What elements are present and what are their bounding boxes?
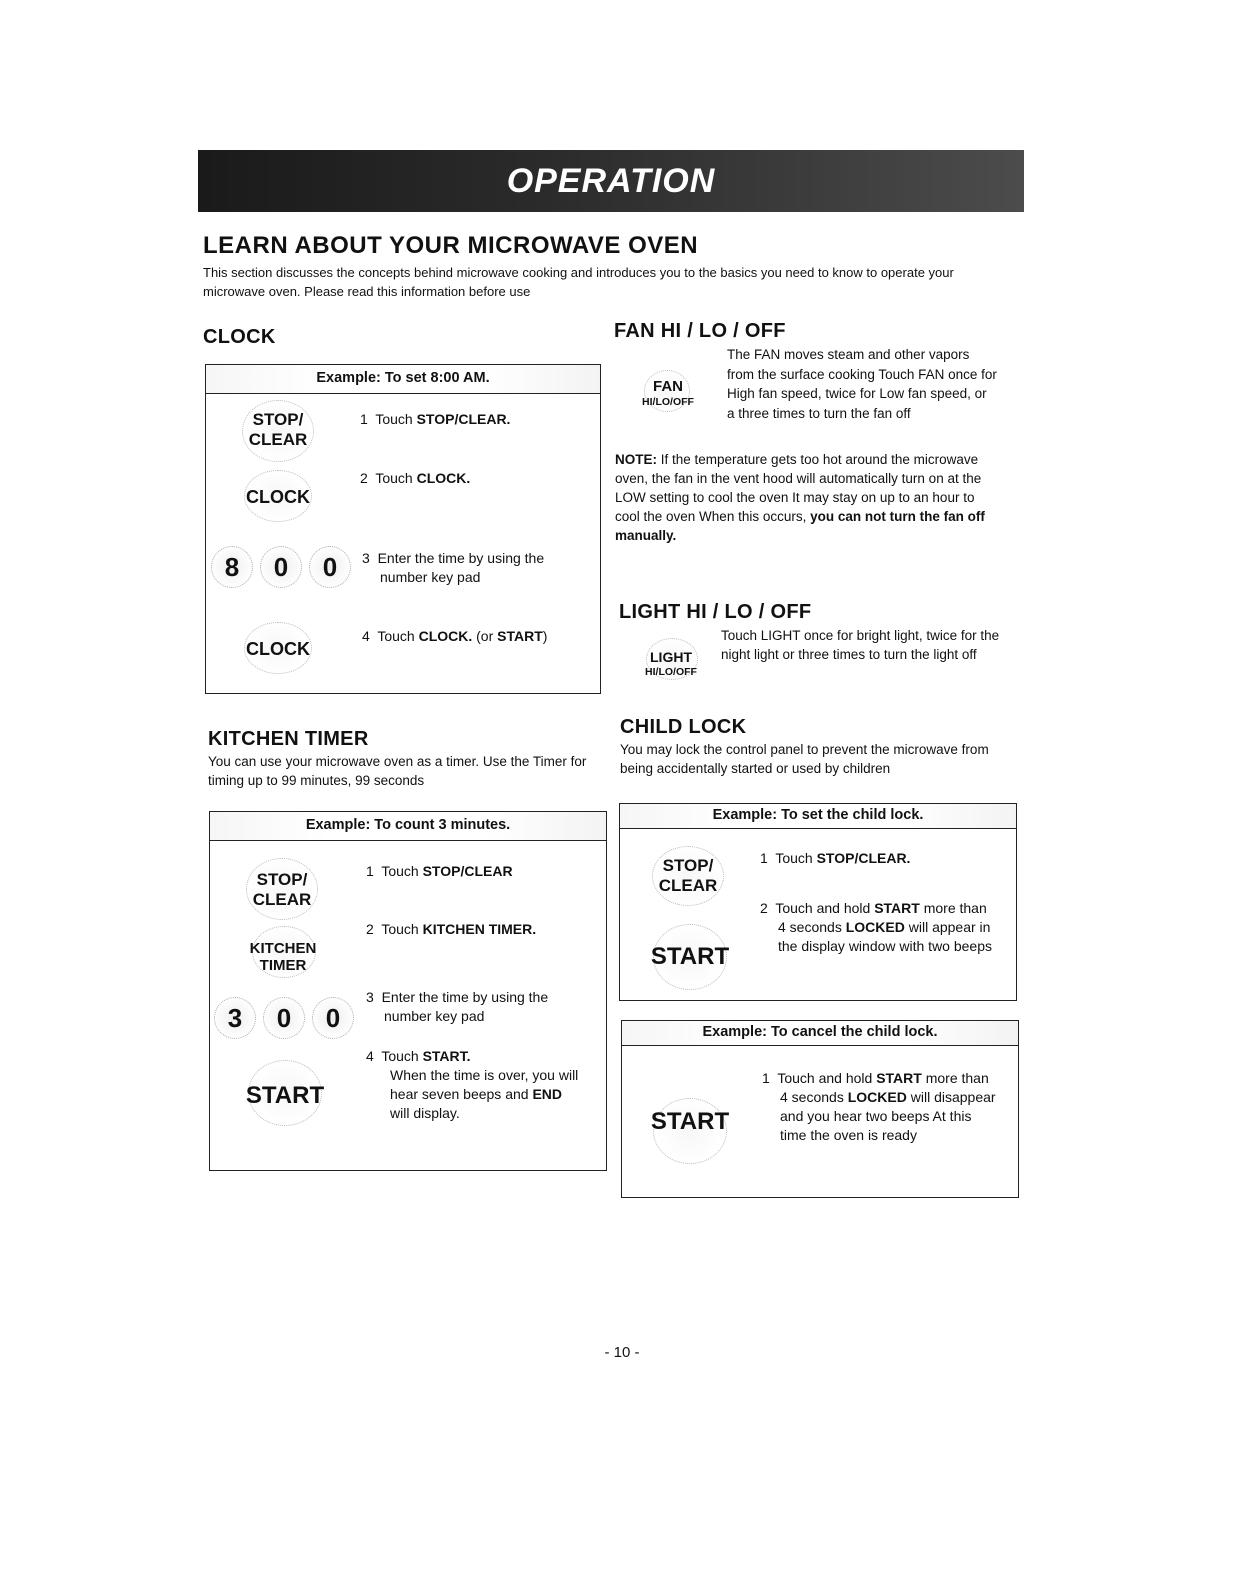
timer-heading: KITCHEN TIMER	[208, 728, 369, 750]
page-number: - 10 -	[604, 1344, 640, 1361]
fan-key-label: FAN	[653, 378, 683, 395]
light-key-label: LIGHT	[650, 649, 692, 665]
digit-0-key-icon: 0	[312, 997, 354, 1039]
clock-step-3: 3 Enter the time by using the number key pad	[362, 550, 545, 585]
fan-heading: FAN HI / LO / OFF	[614, 320, 786, 342]
child-lock-set-title: Example: To set the child lock.	[620, 804, 1016, 829]
page-title: LEARN ABOUT YOUR MICROWAVE OVEN	[203, 232, 699, 259]
fan-key-icon	[618, 370, 718, 414]
child-lock-set-step-1: 1 Touch STOP/CLEAR.	[760, 850, 911, 866]
start-key-label: START	[650, 943, 730, 970]
digit-0-key-icon: 0	[260, 546, 302, 588]
start-key-icon	[645, 1098, 735, 1162]
timer-step-1: 1 Touch STOP/CLEAR	[366, 863, 513, 879]
child-lock-cancel-title: Example: To cancel the child lock.	[622, 1021, 1018, 1046]
fan-note: NOTE: If the temperature gets too hot around the microwave oven, the fan in the vent hood will automatically turn on at the LOW setting to cool the oven It may stay on up to an hour to cool the oven When this occurs, you can not turn the fan off manually.	[615, 452, 985, 543]
clock-example-title: Example: To set 8:00 AM.	[206, 365, 600, 394]
timer-step-4: 4 Touch START. When the time is over, you will hear seven beeps and END will display.	[366, 1048, 579, 1121]
light-key-sub: HI/LO/OFF	[645, 666, 697, 678]
clock-key-label: CLOCK	[246, 487, 310, 507]
timer-key-label: TIMER	[259, 957, 307, 974]
clear-key-label: CLEAR	[252, 890, 312, 909]
digit-3-key-icon: 3	[214, 997, 256, 1039]
light-key-icon	[626, 638, 716, 682]
clock-key-icon	[238, 470, 318, 520]
light-heading: LIGHT HI / LO / OFF	[619, 601, 812, 623]
kitchen-key-label: KITCHEN	[249, 940, 317, 957]
start-key-icon	[240, 1060, 330, 1124]
clock-step-4: 4 Touch CLOCK. (or START)	[362, 628, 548, 644]
clock-key-icon	[238, 622, 318, 672]
timer-step-3: 3 Enter the time by using the number key pad	[366, 989, 549, 1024]
timer-description: You can use your microwave oven as a timer. Use the Timer for timing up to 99 minutes, 99 seconds	[208, 754, 587, 788]
clock-heading: CLOCK	[203, 326, 276, 348]
stop-clear-key-icon	[240, 400, 316, 460]
stop-clear-key-icon	[244, 858, 320, 918]
kitchen-timer-key-icon	[238, 926, 328, 976]
child-lock-cancel-step-1: 1 Touch and hold START more than 4 seconds LOCKED will disappear and you hear two beeps At this time the oven is ready	[762, 1070, 996, 1143]
child-lock-set-step-2: 2 Touch and hold START more than 4 seconds LOCKED will appear in the display window with two beeps	[760, 900, 993, 954]
stop-key-label: STOP/	[252, 410, 304, 429]
clear-key-label: CLEAR	[658, 876, 718, 895]
stop-key-label: STOP/	[256, 870, 308, 889]
timer-example-title: Example: To count 3 minutes.	[210, 812, 606, 841]
clear-key-label: CLEAR	[248, 430, 308, 449]
stop-key-label: STOP/	[662, 856, 714, 875]
banner-text: OPERATION	[506, 162, 716, 200]
start-key-icon	[645, 924, 735, 988]
clock-key-label: CLOCK	[246, 639, 310, 659]
light-description: Touch LIGHT once for bright light, twice for the night light or three times to turn the light off	[721, 628, 1000, 662]
operation-banner	[198, 150, 1024, 212]
stop-clear-key-icon	[650, 846, 726, 904]
fan-key-sub: HI/LO/OFF	[642, 396, 694, 408]
intro-paragraph: This section discusses the concepts behind microwave cooking and introduces you to the basics you need to know to operate your microwave oven. Please read this information before use	[203, 265, 954, 299]
clock-step-2: 2 Touch CLOCK.	[360, 470, 471, 486]
start-key-label: START	[245, 1082, 325, 1109]
digit-0-key-icon: 0	[309, 546, 351, 588]
child-lock-description: You may lock the control panel to prevent the microwave from being accidentally started or used by children	[620, 742, 989, 776]
child-lock-heading: CHILD LOCK	[620, 716, 747, 738]
digit-8-key-icon: 8	[211, 546, 253, 588]
start-key-label: START	[650, 1108, 730, 1135]
digit-0-key-icon: 0	[263, 997, 305, 1039]
clock-step-1: 1 Touch STOP/CLEAR.	[360, 411, 511, 427]
timer-step-2: 2 Touch KITCHEN TIMER.	[366, 921, 537, 937]
fan-description: The FAN moves steam and other vapors from the surface cooking Touch FAN once for High fan speed, twice for Low fan speed, or a three times to turn the fan off	[727, 347, 997, 421]
